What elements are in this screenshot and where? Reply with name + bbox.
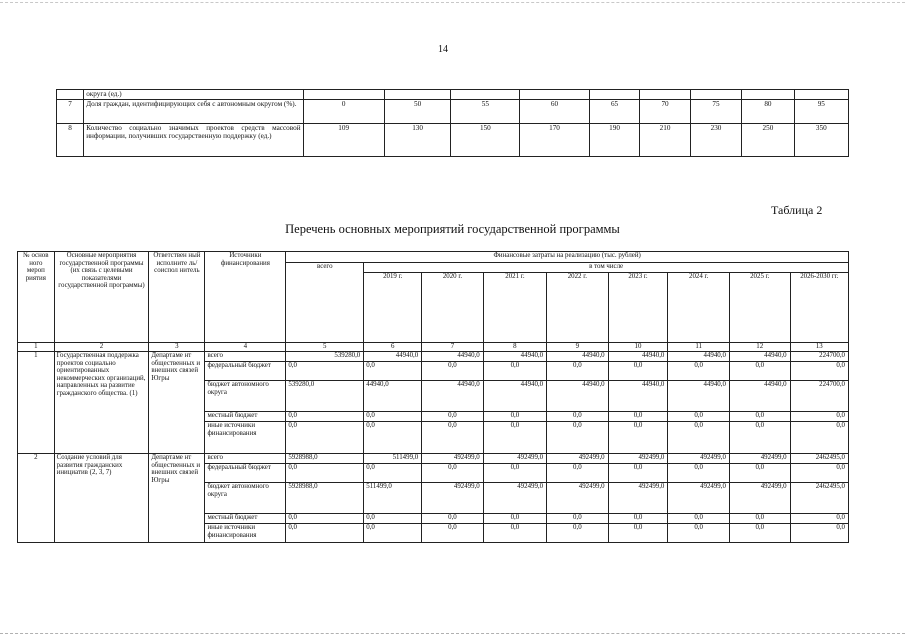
amount-cell: 0,0 — [790, 362, 848, 381]
amount-cell: 0,0 — [422, 514, 484, 524]
amount-cell: 511499,0 — [364, 483, 422, 514]
value-cell: 170 — [520, 124, 590, 157]
table-caption: Таблица 2 — [771, 203, 823, 217]
source-label: местный бюджет — [205, 412, 286, 422]
source-label: федеральный бюджет — [205, 464, 286, 483]
amount-cell: 0,0 — [547, 524, 609, 543]
amount-cell: 492499,0 — [608, 454, 668, 464]
column-number: 8 — [483, 343, 546, 352]
amount-cell: 492499,0 — [608, 483, 668, 514]
column-numbers-row — [18, 343, 849, 352]
amount-cell: 492499,0 — [422, 483, 484, 514]
page-number: 14 — [438, 44, 448, 55]
amount-cell: 0,0 — [483, 362, 546, 381]
amount-cell: 0,0 — [729, 524, 790, 543]
amount-cell: 44940,0 — [608, 352, 668, 362]
amount-cell: 224700,0 — [790, 381, 848, 412]
header-total: всего — [286, 263, 364, 343]
source-label: бюджет автономного округа — [205, 483, 286, 514]
amount-cell: 0,0 — [422, 422, 484, 454]
column-number: 7 — [422, 343, 484, 352]
amount-cell: 5928988,0 — [286, 454, 364, 464]
source-label: всего — [205, 454, 286, 464]
value-cell: 95 — [794, 100, 848, 124]
amount-cell: 44940,0 — [668, 381, 730, 412]
header-year: 2024 г. — [668, 273, 730, 343]
column-number: 1 — [18, 343, 55, 352]
value-cell: 75 — [690, 100, 741, 124]
indicators-row — [57, 124, 849, 157]
header-num: № основ ного мероп риятия — [18, 252, 55, 343]
amount-cell: 492499,0 — [668, 483, 730, 514]
source-label: бюджет автономного округа — [205, 381, 286, 412]
amount-cell: 44940,0 — [422, 352, 484, 362]
column-number: 12 — [729, 343, 790, 352]
amount-cell: 0,0 — [422, 524, 484, 543]
amount-cell: 0,0 — [729, 464, 790, 483]
header-sources: Источники финансирования — [205, 252, 286, 343]
amount-cell: 44940,0 — [547, 352, 609, 362]
amount-cell: 0,0 — [483, 514, 546, 524]
amount-cell: 0,0 — [364, 524, 422, 543]
header-including: в том числе — [364, 263, 849, 273]
indicators-table — [56, 89, 849, 157]
source-label: иные источники финансирования — [205, 524, 286, 543]
amount-cell: 5928988,0 — [286, 483, 364, 514]
amount-cell: 0,0 — [547, 362, 609, 381]
amount-cell: 44940,0 — [364, 381, 422, 412]
amount-cell: 0,0 — [286, 524, 364, 543]
amount-cell: 0,0 — [608, 412, 668, 422]
measure-row — [18, 454, 849, 464]
header-row — [18, 252, 849, 263]
source-label: местный бюджет — [205, 514, 286, 524]
amount-cell: 0,0 — [790, 514, 848, 524]
row-number: 7 — [57, 100, 84, 124]
column-number: 13 — [790, 343, 848, 352]
amount-cell: 511499,0 — [364, 454, 422, 464]
value-cell: 130 — [384, 124, 451, 157]
amount-cell: 0,0 — [668, 514, 730, 524]
measure-responsible: Департаме нт общественных и внешних связей Югры — [149, 352, 205, 454]
amount-cell: 492499,0 — [422, 454, 484, 464]
source-label: всего — [205, 352, 286, 362]
amount-cell: 0,0 — [608, 514, 668, 524]
amount-cell: 539280,0 — [286, 352, 364, 362]
source-label: федеральный бюджет — [205, 362, 286, 381]
amount-cell: 2462495,0 — [790, 454, 848, 464]
amount-cell: 0,0 — [790, 524, 848, 543]
column-number: 2 — [54, 343, 149, 352]
indicators-row — [57, 100, 849, 124]
amount-cell: 0,0 — [364, 514, 422, 524]
amount-cell: 0,0 — [483, 464, 546, 483]
amount-cell: 492499,0 — [547, 454, 609, 464]
measure-number: 2 — [18, 454, 55, 543]
indicator-text: округа (ед.) — [84, 90, 303, 100]
amount-cell: 0,0 — [790, 412, 848, 422]
value-cell: 0 — [303, 100, 384, 124]
value-cell: 109 — [303, 124, 384, 157]
amount-cell: 0,0 — [364, 412, 422, 422]
amount-cell: 2462495,0 — [790, 483, 848, 514]
measure-number: 1 — [18, 352, 55, 454]
amount-cell: 0,0 — [286, 412, 364, 422]
source-label: иные источники финансирования — [205, 422, 286, 454]
amount-cell: 44940,0 — [729, 381, 790, 412]
header-measures: Основные мероприятия государственной программы (их связь с целевыми показателями государственной программы) — [54, 252, 149, 343]
amount-cell: 0,0 — [483, 422, 546, 454]
amount-cell: 44940,0 — [483, 352, 546, 362]
header-year: 2023 г. — [608, 273, 668, 343]
amount-cell: 0,0 — [668, 362, 730, 381]
amount-cell: 539280,0 — [286, 381, 364, 412]
amount-cell: 492499,0 — [729, 483, 790, 514]
amount-cell: 0,0 — [422, 362, 484, 381]
column-number: 5 — [286, 343, 364, 352]
header-year: 2025 г. — [729, 273, 790, 343]
amount-cell: 0,0 — [608, 464, 668, 483]
header-responsible: Ответствен ный исполните ль/соиспол нитель — [149, 252, 205, 343]
amount-cell: 492499,0 — [729, 454, 790, 464]
row-number: 8 — [57, 124, 84, 157]
amount-cell: 0,0 — [668, 524, 730, 543]
header-financing: Финансовые затраты на реализацию (тыс. рублей) — [286, 252, 849, 263]
value-cell: 190 — [589, 124, 639, 157]
value-cell: 55 — [451, 100, 520, 124]
value-cell: 150 — [451, 124, 520, 157]
header-year: 2020 г. — [422, 273, 484, 343]
amount-cell: 0,0 — [608, 422, 668, 454]
amount-cell: 0,0 — [364, 362, 422, 381]
column-number: 6 — [364, 343, 422, 352]
measure-name: Создание условий для развития гражданских инициатив (2, 3, 7) — [54, 454, 149, 543]
amount-cell: 0,0 — [422, 464, 484, 483]
amount-cell: 0,0 — [286, 514, 364, 524]
amount-cell: 44940,0 — [422, 381, 484, 412]
amount-cell: 0,0 — [729, 412, 790, 422]
measure-row — [18, 352, 849, 362]
amount-cell: 0,0 — [668, 464, 730, 483]
amount-cell: 0,0 — [364, 422, 422, 454]
column-number: 4 — [205, 343, 286, 352]
amount-cell: 0,0 — [790, 464, 848, 483]
value-cell: 210 — [640, 124, 690, 157]
amount-cell: 0,0 — [483, 412, 546, 422]
header-year: 2022 г. — [547, 273, 609, 343]
value-cell: 350 — [794, 124, 848, 157]
measure-responsible: Департаме нт общественных и внешних связей Югры — [149, 454, 205, 543]
amount-cell: 0,0 — [286, 362, 364, 381]
amount-cell: 492499,0 — [483, 483, 546, 514]
amount-cell: 0,0 — [286, 422, 364, 454]
header-year: 2026-2030 гг. — [790, 273, 848, 343]
column-number: 3 — [149, 343, 205, 352]
scan-edge-bottom — [0, 633, 905, 634]
amount-cell: 0,0 — [668, 412, 730, 422]
value-cell: 50 — [384, 100, 451, 124]
header-year: 2019 г. — [364, 273, 422, 343]
value-cell: 250 — [742, 124, 794, 157]
amount-cell: 0,0 — [729, 422, 790, 454]
value-cell: 65 — [589, 100, 639, 124]
value-cell: 70 — [640, 100, 690, 124]
amount-cell: 0,0 — [547, 412, 609, 422]
amount-cell: 0,0 — [483, 524, 546, 543]
amount-cell: 44940,0 — [729, 352, 790, 362]
amount-cell: 224700,0 — [790, 352, 848, 362]
measures-table — [17, 251, 849, 543]
amount-cell: 44940,0 — [668, 352, 730, 362]
indicator-text: Доля граждан, идентифицирующих себя с автономным округом (%). — [84, 100, 303, 124]
amount-cell: 0,0 — [286, 464, 364, 483]
amount-cell: 0,0 — [790, 422, 848, 454]
header-year: 2021 г. — [483, 273, 546, 343]
table-title: Перечень основных мероприятий государственной программы — [285, 222, 620, 236]
amount-cell: 0,0 — [729, 514, 790, 524]
indicators-row-top — [57, 90, 849, 100]
amount-cell: 492499,0 — [668, 454, 730, 464]
measure-name: Государственная поддержка проектов социально ориентированных некоммерческих организаций, направленных на развитие гражданского общества. (1) — [54, 352, 149, 454]
scan-edge-top — [0, 2, 905, 3]
value-cell: 80 — [742, 100, 794, 124]
amount-cell: 0,0 — [547, 422, 609, 454]
indicator-text: Количество социально значимых проектов средств массовой информации, получивших государственную поддержку (ед.) — [84, 124, 303, 157]
amount-cell: 44940,0 — [608, 381, 668, 412]
amount-cell: 44940,0 — [483, 381, 546, 412]
column-number: 11 — [668, 343, 730, 352]
amount-cell: 0,0 — [364, 464, 422, 483]
amount-cell: 0,0 — [668, 422, 730, 454]
amount-cell: 0,0 — [729, 362, 790, 381]
amount-cell: 44940,0 — [364, 352, 422, 362]
amount-cell: 0,0 — [547, 514, 609, 524]
amount-cell: 0,0 — [422, 412, 484, 422]
value-cell: 230 — [690, 124, 741, 157]
amount-cell: 44940,0 — [547, 381, 609, 412]
value-cell: 60 — [520, 100, 590, 124]
amount-cell: 492499,0 — [547, 483, 609, 514]
column-number: 10 — [608, 343, 668, 352]
amount-cell: 0,0 — [608, 362, 668, 381]
amount-cell: 492499,0 — [483, 454, 546, 464]
amount-cell: 0,0 — [547, 464, 609, 483]
amount-cell: 0,0 — [608, 524, 668, 543]
column-number: 9 — [547, 343, 609, 352]
